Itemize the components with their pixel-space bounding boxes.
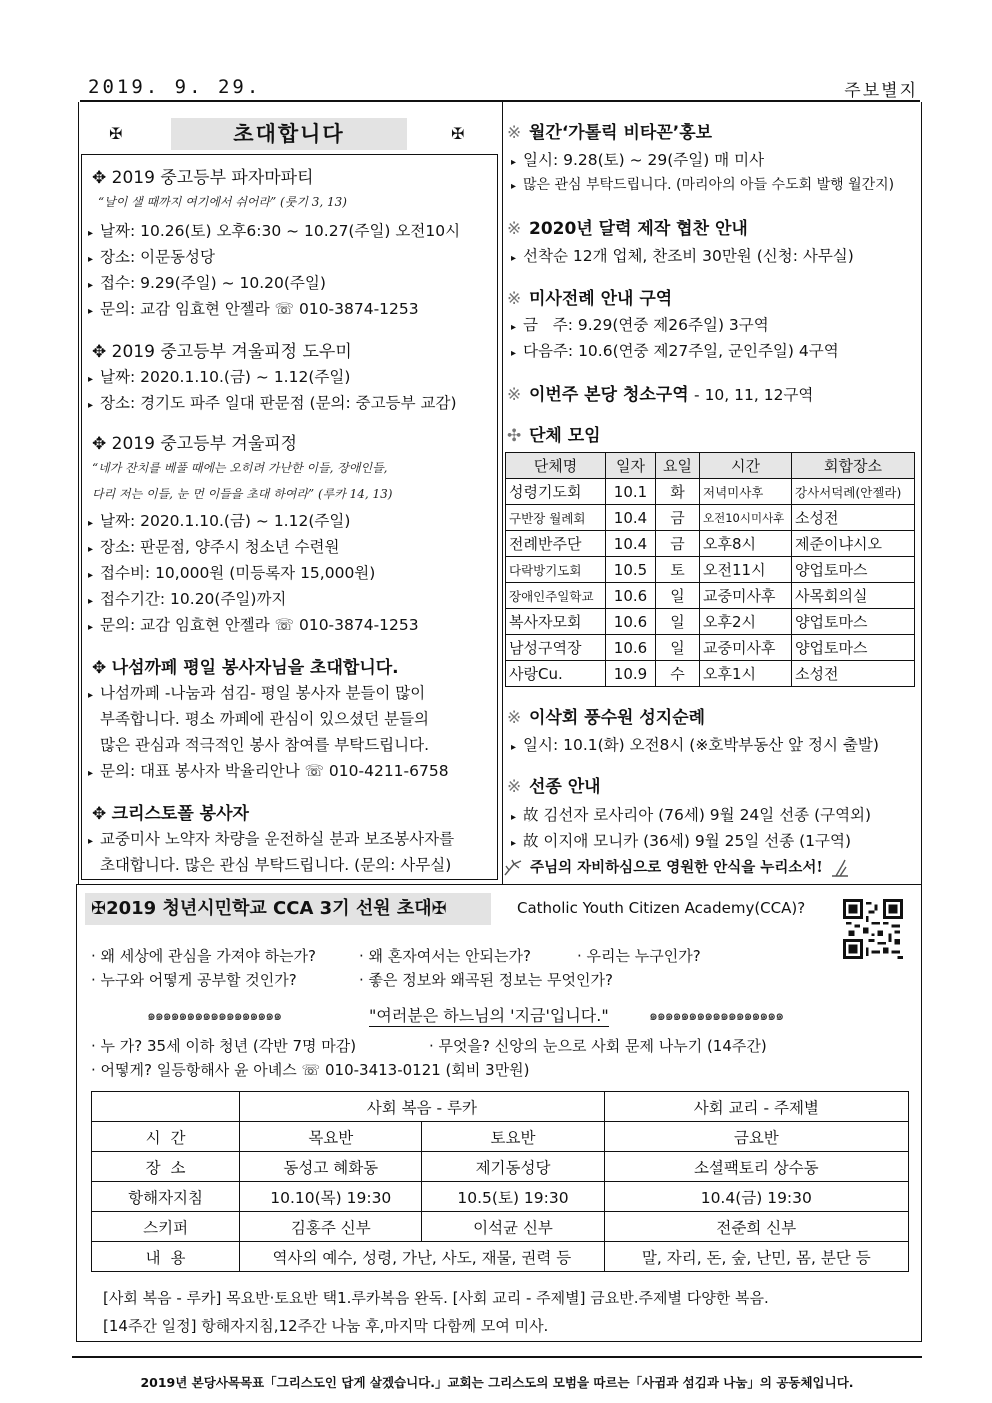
section-winter-retreat <box>92 429 297 454</box>
table-cell: 말, 자리, 돈, 숲, 난민, 몸, 분단 등 <box>604 1242 908 1272</box>
meeting-place: 강사서덕례(안젤라) <box>792 479 915 505</box>
meeting-date: 10.6 <box>606 583 656 609</box>
section-pajama-party <box>92 163 314 188</box>
column-header: 회합장소 <box>792 453 915 479</box>
note-line: [사회 복음 - 루카] 목요반·토요반 택1.루카복음 완독. [사회 교리 - 주제별] 금요반.주제별 다양한 복음. <box>103 1289 769 1307</box>
cleaning-zones: - 10, 11, 12구역 <box>694 386 814 404</box>
section-liturgy <box>507 284 672 309</box>
triangle-bullet-icon: ▸ <box>88 570 94 581</box>
cca-title: ✠2019 청년시민학교 CCA 3기 선원 초대✠ <box>85 893 491 925</box>
table-row <box>92 1182 909 1212</box>
triangle-bullet-icon: ▸ <box>511 253 517 264</box>
section-cleaning <box>507 380 813 405</box>
triangle-bullet-icon: ▸ <box>88 596 94 607</box>
meeting-date: 10.9 <box>606 661 656 687</box>
section-obituary <box>507 772 601 797</box>
info-line: ▸ 날짜: 2020.1.10.(금) ~ 1.12(주일) <box>88 512 351 530</box>
invite-title: 초대합니다 <box>171 118 407 150</box>
cross-ornament-icon: ✥ <box>92 804 107 824</box>
info-line: ▸ 일시: 10.1(화) 오전8시 (※호박부동산 앞 정시 출발) <box>511 736 879 754</box>
question-line: · 누구와 어떻게 공부할 것인가? <box>91 971 297 989</box>
lily-flower-icon <box>503 859 525 877</box>
table-cell: 전준희 신부 <box>604 1212 908 1242</box>
section-calendar <box>507 214 748 239</box>
triangle-bullet-icon: ▸ <box>88 280 94 291</box>
cca-schedule-table <box>91 1091 909 1272</box>
table-row <box>506 505 915 531</box>
info-line: ▸ 선착순 12개 업체, 찬조비 30만원 (신청: 사무실) <box>511 247 854 265</box>
qr-code-icon[interactable] <box>843 899 903 959</box>
triangle-bullet-icon: ▸ <box>511 742 517 753</box>
triangle-bullet-icon: ▸ <box>88 228 94 239</box>
bible-quote: “네가 잔치를 베풀 때에는 오히려 가난한 이들, 장애인들, <box>92 461 388 475</box>
triangle-bullet-icon: ▸ <box>88 544 94 555</box>
table-row <box>506 479 915 505</box>
row-label: 항해자지침 <box>92 1182 240 1212</box>
cross-ornament-icon: ✣ <box>507 426 522 446</box>
meeting-day: 토 <box>656 557 700 583</box>
meeting-time: 저녁미사후 <box>700 479 792 505</box>
column-header: 단체명 <box>506 453 606 479</box>
info-line: ▸ 장소: 경기도 파주 일대 판문점 (문의: 중고등부 교감) <box>88 394 457 412</box>
info-line: ▸ 문의: 대표 봉사자 박율리안나 ☏ 010-4211-6758 <box>88 762 449 780</box>
group-header: 사회 교리 - 주제별 <box>604 1092 908 1122</box>
meeting-place: 양업토마스 <box>792 635 915 661</box>
triangle-bullet-icon: ▸ <box>88 768 94 779</box>
meeting-time: 오후8시 <box>700 531 792 557</box>
meeting-place: 사목회의실 <box>792 583 915 609</box>
section-magazine <box>507 118 712 143</box>
table-cell: 김홍주 신부 <box>240 1212 422 1242</box>
table-row <box>92 1242 909 1272</box>
asterism-icon: ※ <box>507 289 522 309</box>
meeting-time: 오전10시미사후 <box>700 505 792 531</box>
table-header-row <box>92 1092 909 1122</box>
cross-icon: ✠ <box>109 124 123 143</box>
cross-ornament-icon: ✥ <box>92 168 107 188</box>
triangle-bullet-icon: ▸ <box>88 254 94 265</box>
table-cell: 금요반 <box>604 1122 908 1152</box>
cross-icon: ✠ <box>451 124 465 143</box>
triangle-bullet-icon: ▸ <box>88 306 94 317</box>
table-cell: 목요반 <box>240 1122 422 1152</box>
table-cell: 10.5(토) 19:30 <box>422 1182 604 1212</box>
meeting-day: 수 <box>656 661 700 687</box>
section-christopher-volunteer <box>92 799 249 824</box>
decorative-border: ๑๑๑๑๑๑๑๑๑๑๑๑๑๑๑๑๑ <box>147 1008 282 1024</box>
triangle-bullet-icon: ▸ <box>88 374 94 385</box>
group-name: 사랑Cu. <box>506 661 606 687</box>
triangle-bullet-icon: ▸ <box>88 690 94 701</box>
footer-divider <box>72 1356 922 1358</box>
table-row <box>506 609 915 635</box>
section-title: 단체 모임 <box>529 426 601 446</box>
question-line: · 왜 혼자여서는 안되는가? <box>359 947 531 965</box>
meeting-time: 교중미사후 <box>700 583 792 609</box>
cca-section <box>76 884 922 1342</box>
info-line: 많은 관심과 적극적인 봉사 참여를 부탁드립니다. <box>100 736 430 754</box>
section-title: 2020년 달력 제작 협찬 안내 <box>529 219 748 239</box>
group-name: 전례반주단 <box>506 531 606 557</box>
triangle-bullet-icon: ▸ <box>511 322 517 333</box>
table-cell: 10.4(금) 19:30 <box>604 1182 908 1212</box>
info-line: 초대합니다. 많은 관심 부탁드립니다. (문의: 사무실) <box>100 856 452 874</box>
cross-icon: ✠ <box>91 898 107 919</box>
invite-box <box>81 154 498 880</box>
info-line: ▸ 문의: 교감 임효현 안젤라 ☏ 010-3874-1253 <box>88 300 419 318</box>
info-line: ▸ 장소: 이문동성당 <box>88 248 215 266</box>
meeting-date: 10.1 <box>606 479 656 505</box>
column-header: 요일 <box>656 453 700 479</box>
table-row <box>92 1152 909 1182</box>
meeting-day: 화 <box>656 479 700 505</box>
invite-banner <box>81 116 499 152</box>
meeting-date: 10.6 <box>606 635 656 661</box>
info-line: ▸ 교중미사 노약자 차량을 운전하실 분과 보조봉사자를 <box>88 830 455 848</box>
bible-quote: “날이 샐 때까지 여기에서 쉬어라” (룻기 3, 13) <box>98 195 347 209</box>
note-line: [14주간 일정] 항해자지침,12주간 나눔 후,마지막 다함께 모여 미사. <box>103 1317 549 1335</box>
question-line: · 좋은 정보와 왜곡된 정보는 무엇인가? <box>359 971 613 989</box>
section-title: 나섬까페 평일 봉사자님을 초대합니다. <box>111 658 399 678</box>
info-line: ▸ 접수: 9.29(주일) ~ 10.20(주일) <box>88 274 326 292</box>
triangle-bullet-icon: ▸ <box>511 812 517 823</box>
info-line: 부족합니다. 평소 까페에 관심이 있으셨던 분들의 <box>100 710 430 728</box>
triangle-bullet-icon: ▸ <box>511 181 517 192</box>
meeting-time: 오전11시 <box>700 557 792 583</box>
info-line: ▸ 접수기간: 10.20(주일)까지 <box>88 590 287 608</box>
info-line: ▸ 날짜: 10.26(토) 오후6:30 ~ 10.27(주일) 오전10시 <box>88 222 461 240</box>
parish-motto-footer: 2019년 본당사목목표「그리스도인 답게 살겠습니다.」교회는 그리스도의 모범을 따르는「사귐과 섬김과 나눔」의 공동체입니다. <box>140 1375 854 1390</box>
what-line: · 무엇을? 신앙의 눈으로 사회 문제 나누기 (14주간) <box>429 1037 767 1055</box>
row-label: 시 간 <box>92 1122 240 1152</box>
asterism-icon: ※ <box>507 123 522 143</box>
row-label: 스키퍼 <box>92 1212 240 1242</box>
section-title: 2019 중고등부 파자마파티 <box>111 168 314 188</box>
table-header-row <box>506 453 915 479</box>
table-row <box>506 635 915 661</box>
info-line: ▸ 일시: 9.28(토) ~ 29(주일) 매 미사 <box>511 151 765 169</box>
candle-icon <box>828 859 852 877</box>
meeting-time: 오후2시 <box>700 609 792 635</box>
info-line: ▸ 다음주: 10.6(연중 제27주일, 군인주일) 4구역 <box>511 342 839 360</box>
section-title: 선종 안내 <box>529 777 601 797</box>
decorative-border: ๑๑๑๑๑๑๑๑๑๑๑๑๑๑๑๑๑ <box>649 1008 784 1024</box>
section-title: 이삭회 풍수원 성지순례 <box>529 708 706 728</box>
cross-ornament-icon: ✥ <box>92 434 107 454</box>
group-name: 남성구역장 <box>506 635 606 661</box>
section-title: 이번주 본당 청소구역 <box>529 385 689 405</box>
info-line: ▸ 많은 관심 부탁드립니다. (마리아의 아들 수도회 발행 월간지) <box>511 177 895 193</box>
table-row <box>506 531 915 557</box>
group-name: 다락방기도회 <box>506 557 606 583</box>
section-title: 2019 중고등부 겨울피정 도우미 <box>111 342 352 362</box>
info-line: ▸ 장소: 판문점, 양주시 청소년 수련원 <box>88 538 340 556</box>
table-row <box>506 557 915 583</box>
table-cell: 소셜팩토리 상수동 <box>604 1152 908 1182</box>
meeting-date: 10.5 <box>606 557 656 583</box>
info-line: ▸ 故 김선자 로사리아 (76세) 9월 24일 선종 (구역외) <box>511 806 872 824</box>
table-cell: 제기동성당 <box>422 1152 604 1182</box>
section-title: 2019 중고등부 겨울피정 <box>111 434 298 454</box>
column-divider <box>502 102 503 884</box>
meeting-place: 양업토마스 <box>792 557 915 583</box>
page-header <box>80 72 920 102</box>
triangle-bullet-icon: ▸ <box>88 836 94 847</box>
asterism-icon: ※ <box>507 385 522 405</box>
meeting-time: 오후1시 <box>700 661 792 687</box>
info-line: ▸ 날짜: 2020.1.10.(금) ~ 1.12(주일) <box>88 368 351 386</box>
meeting-place: 소성전 <box>792 505 915 531</box>
meeting-place: 제준이냐시오 <box>792 531 915 557</box>
table-row <box>506 583 915 609</box>
asterism-icon: ※ <box>507 777 522 797</box>
asterism-icon: ※ <box>507 219 522 239</box>
question-line: · 왜 세상에 관심을 가져야 하는가? <box>91 947 316 965</box>
meeting-date: 10.4 <box>606 505 656 531</box>
bible-quote: 다리 저는 이들, 눈 먼 이들을 초대 하여라” (루카 14, 13) <box>92 487 393 501</box>
table-cell: 역사의 예수, 성령, 가난, 사도, 재물, 권력 등 <box>240 1242 604 1272</box>
info-line: ▸ 故 이지애 모니카 (36세) 9월 25일 선종 (1구역) <box>511 832 851 850</box>
meeting-day: 일 <box>656 583 700 609</box>
cross-ornament-icon: ✥ <box>92 342 107 362</box>
who-line: · 누 가? 35세 이하 청년 (각반 7명 마감) <box>91 1037 357 1055</box>
section-group-meetings <box>507 421 601 446</box>
triangle-bullet-icon: ▸ <box>88 400 94 411</box>
meeting-date: 10.4 <box>606 531 656 557</box>
table-row <box>506 661 915 687</box>
group-meeting-table <box>505 452 915 687</box>
group-name: 복사자모회 <box>506 609 606 635</box>
triangle-bullet-icon: ▸ <box>511 348 517 359</box>
table-cell: 이석균 신부 <box>422 1212 604 1242</box>
group-name: 장애인주일학교 <box>506 583 606 609</box>
triangle-bullet-icon: ▸ <box>88 518 94 529</box>
row-label: 내 용 <box>92 1242 240 1272</box>
column-header: 일자 <box>606 453 656 479</box>
center-quote: "여러분은 하느님의 '지금'입니다." <box>369 1003 609 1027</box>
section-title: 월간‘가톨릭 비타꼰’홍보 <box>529 123 713 143</box>
section-title: 크리스토폴 봉사자 <box>111 804 249 824</box>
section-winter-retreat-helper <box>92 337 352 362</box>
table-cell: 동성고 혜화동 <box>240 1152 422 1182</box>
group-name: 성령기도회 <box>506 479 606 505</box>
info-line: ▸ 금 주: 9.29(연중 제26주일) 3구역 <box>511 316 769 334</box>
meeting-day: 일 <box>656 609 700 635</box>
section-cafe-volunteer <box>92 653 399 678</box>
info-line: ▸ 나섬까페 -나눔과 섬김- 평일 봉사자 분들이 많이 <box>88 684 426 702</box>
cross-ornament-icon: ✥ <box>92 658 107 678</box>
triangle-bullet-icon: ▸ <box>511 838 517 849</box>
how-line: · 어떻게? 일등항해사 윤 아녜스 ☏ 010-3413-0121 (회비 3만원) <box>91 1061 530 1079</box>
info-line: ▸ 문의: 교감 임효현 안젤라 ☏ 010-3874-1253 <box>88 616 419 634</box>
meeting-day: 금 <box>656 505 700 531</box>
question-line: · 우리는 누구인가? <box>577 947 701 965</box>
info-line: ▸ 접수비: 10,000원 (미등록자 15,000원) <box>88 564 376 582</box>
bulletin-label: 주보별지 <box>844 81 918 101</box>
table-row <box>92 1212 909 1242</box>
group-header: 사회 복음 - 루카 <box>240 1092 604 1122</box>
column-header: 시간 <box>700 453 792 479</box>
section-title: 미사전례 안내 구역 <box>529 289 673 309</box>
group-name: 구반장 월례회 <box>506 505 606 531</box>
asterism-icon: ※ <box>507 708 522 728</box>
row-label: 장 소 <box>92 1152 240 1182</box>
meeting-place: 소성전 <box>792 661 915 687</box>
section-pilgrimage <box>507 703 705 728</box>
empty-cell <box>92 1092 240 1122</box>
bulletin-date: 2019. 9. 29. <box>88 76 262 98</box>
cca-subtitle: Catholic Youth Citizen Academy(CCA)? <box>517 899 806 917</box>
meeting-day: 일 <box>656 635 700 661</box>
triangle-bullet-icon: ▸ <box>511 157 517 168</box>
table-cell: 10.10(목) 19:30 <box>240 1182 422 1212</box>
meeting-date: 10.6 <box>606 609 656 635</box>
table-cell: 토요반 <box>422 1122 604 1152</box>
triangle-bullet-icon: ▸ <box>88 622 94 633</box>
prayer-line: 주님의 자비하심으로 영원한 안식을 누리소서! <box>503 856 852 877</box>
meeting-time: 교중미사후 <box>700 635 792 661</box>
table-row <box>92 1122 909 1152</box>
cross-icon: ✠ <box>431 898 447 919</box>
meeting-place: 양업토마스 <box>792 609 915 635</box>
meeting-day: 금 <box>656 531 700 557</box>
